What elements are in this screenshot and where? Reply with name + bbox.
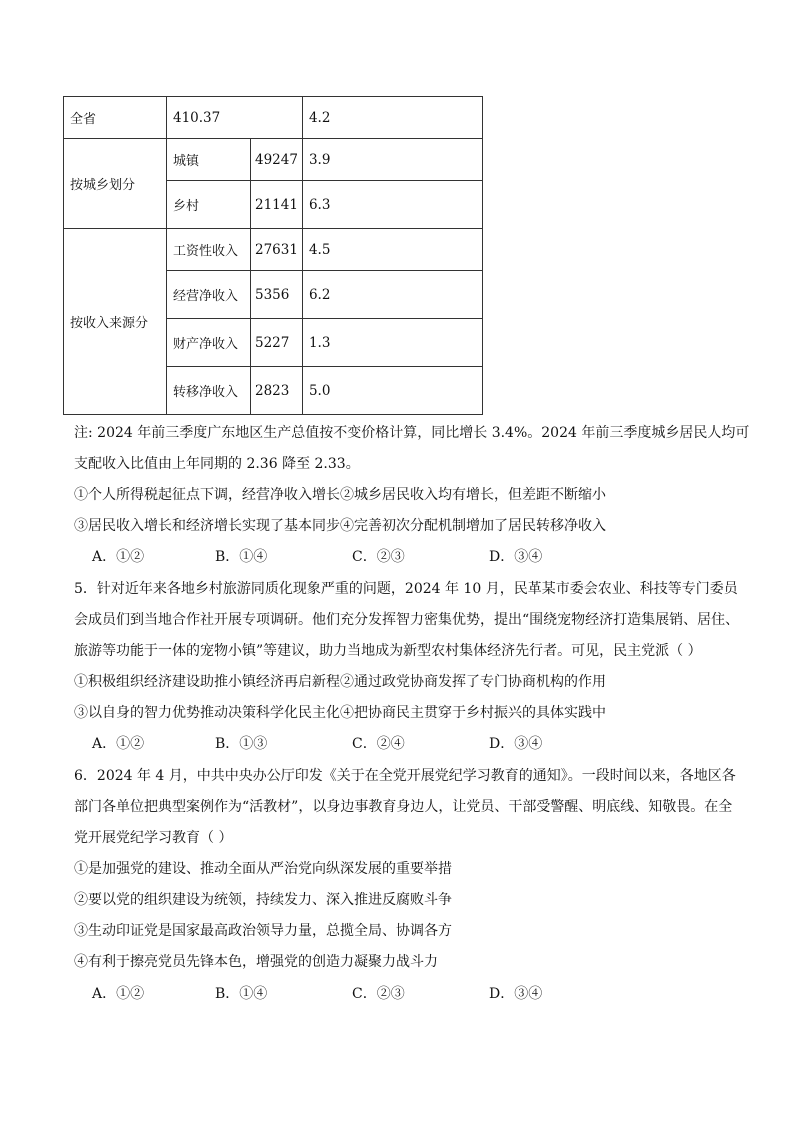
table-cell-value: 2823 — [251, 367, 303, 415]
table-cell-growth: 1.3 — [302, 319, 482, 367]
table-cell-value: 5356 — [251, 271, 303, 319]
table-cell-sub: 财产净收入 — [167, 319, 251, 367]
q4-option-c[interactable]: C．②③ — [352, 549, 405, 565]
table-cell-value: 410.37 — [167, 97, 303, 139]
q6-stem-line3: 党开展党纪学习教育（ ） — [74, 830, 233, 846]
table-row — [64, 139, 483, 181]
q5-option-c[interactable]: C．②④ — [352, 736, 405, 752]
q4-options — [92, 547, 542, 567]
q5-options — [92, 734, 542, 754]
q4-option-b[interactable]: B．①④ — [215, 549, 268, 565]
q5-option-a[interactable]: A．①② — [92, 736, 145, 752]
table-note-line1: 注: 2024 年前三季度广东地区生产总值按不变价格计算，同比增长 3.4%。2024 年前三季度城乡居民人均可 — [74, 425, 750, 441]
table-cell-group: 按城乡划分 — [64, 139, 167, 229]
q6-options — [92, 984, 542, 1004]
q6-option-c[interactable]: C．②③ — [352, 986, 405, 1002]
table-cell-growth: 3.9 — [302, 139, 482, 181]
table-cell-value: 49247 — [251, 139, 303, 181]
table-cell-sub: 工资性收入 — [167, 229, 251, 271]
table-cell-sub: 转移净收入 — [167, 367, 251, 415]
table-row — [64, 229, 483, 271]
q4-statement-3-4: ③居民收入增长和经济增长实现了基本同步④完善初次分配机制增加了居民转移净收入 — [74, 518, 606, 534]
q6-statement-4: ④有利于擦亮党员先锋本色，增强党的创造力凝聚力战斗力 — [74, 954, 438, 970]
q5-statement-1-2: ①积极组织经济建设助推小镇经济再启新程②通过政党协商发挥了专门协商机构的作用 — [74, 674, 606, 690]
q6-statement-1: ①是加强党的建设、推动全面从严治党向纵深发展的重要举措 — [74, 861, 452, 877]
table-cell-group: 全省 — [64, 97, 167, 139]
table-cell-sub: 城镇 — [167, 139, 251, 181]
q6-stem-line2: 部门各单位把典型案例作为“活教材”，以身边事教育身边人，让党员、干部受警醒、明底线、知敬畏。在全 — [74, 799, 733, 815]
q5-option-d[interactable]: D．③④ — [489, 736, 543, 752]
q6-statement-2: ②要以党的组织建设为统领，持续发力、深入推进反腐败斗争 — [74, 892, 452, 908]
table-cell-growth: 6.2 — [302, 271, 482, 319]
table-cell-growth: 6.3 — [302, 181, 482, 229]
table-cell-sub: 经营净收入 — [167, 271, 251, 319]
table-cell-growth: 5.0 — [302, 367, 482, 415]
q5-stem-line1: 5．针对近年来各地乡村旅游同质化现象严重的问题，2024 年 10 月，民革某市委会农业、科技等专门委员 — [74, 581, 738, 597]
table-cell-value: 5227 — [251, 319, 303, 367]
q5-stem-line3: 旅游等功能于一体的宠物小镇”等建议，助力当地成为新型农村集体经济先行者。可见，民主党派（ ） — [74, 643, 702, 659]
q6-option-d[interactable]: D．③④ — [489, 986, 543, 1002]
q4-option-d[interactable]: D．③④ — [489, 549, 543, 565]
q4-statement-1-2: ①个人所得税起征点下调，经营净收入增长②城乡居民收入均有增长，但差距不断缩小 — [74, 487, 606, 503]
table-cell-growth: 4.2 — [302, 97, 482, 139]
table-cell-sub: 乡村 — [167, 181, 251, 229]
q5-stem-line2: 会成员们到当地合作社开展专项调研。他们充分发挥智力密集优势，提出“围绕宠物经济打造集展销、居住、 — [74, 612, 740, 628]
table-cell-group: 按收入来源分 — [64, 229, 167, 415]
table-cell-growth: 4.5 — [302, 229, 482, 271]
table-cell-value: 27631 — [251, 229, 303, 271]
q6-statement-3: ③生动印证党是国家最高政治领导力量，总揽全局、协调各方 — [74, 923, 452, 939]
q5-option-b[interactable]: B．①③ — [215, 736, 268, 752]
table-cell-value: 21141 — [251, 181, 303, 229]
q6-option-a[interactable]: A．①② — [92, 986, 145, 1002]
q6-stem-line1: 6．2024 年 4 月，中共中央办公厅印发《关于在全党开展党纪学习教育的通知》。一段时间以来，各地区各 — [74, 768, 736, 784]
table-row — [64, 97, 483, 139]
q5-statement-3-4: ③以自身的智力优势推动决策科学化民主化④把协商民主贯穿于乡村振兴的具体实践中 — [74, 705, 606, 721]
q6-option-b[interactable]: B．①④ — [215, 986, 268, 1002]
income-table — [63, 96, 483, 415]
q4-option-a[interactable]: A．①② — [92, 549, 145, 565]
table-note-line2: 支配收入比值由上年同期的 2.36 降至 2.33。 — [74, 456, 360, 472]
